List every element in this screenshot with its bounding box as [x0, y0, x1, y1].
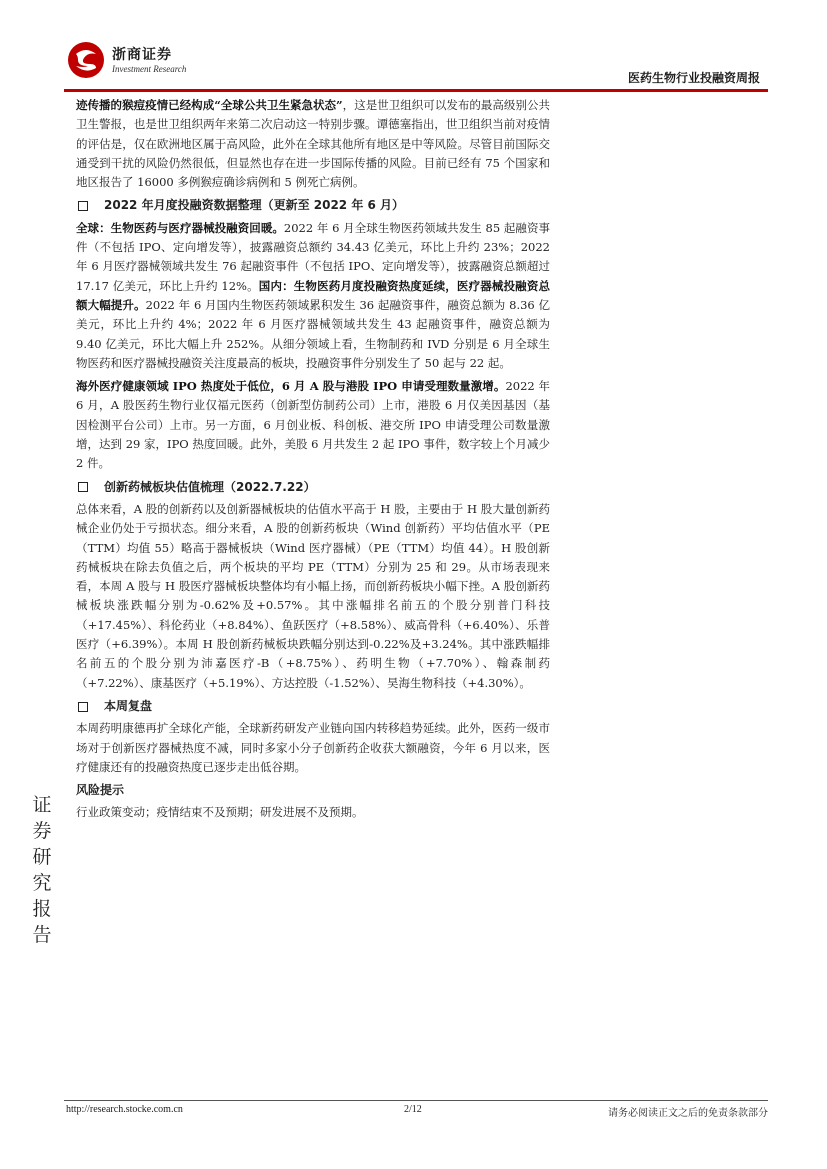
paragraph-lead: 海外医疗健康领域 IPO 热度处于低位，6 月 A 股与港股 IPO 申请受理数量激增。: [76, 379, 506, 394]
paragraph-monkeypox: [76, 96, 550, 192]
square-bullet-icon: [78, 702, 88, 712]
side-label-char: 证: [32, 794, 52, 816]
paragraph-weekly-review: 本周药明康德再扩全球化产能，全球新药研发产业链向国内转移趋势延续。此外，医药一级市场对于创新医疗器械热度不减，同时多家小分子创新药企收获大额融资，今年 6 月以来，医疗健康还有的投融资热度已逐步走出低谷期。: [76, 721, 550, 774]
paragraph-text: 2022 年 6 月全球生物医药领域共发生 85 起融资事件（不包括 IPO、定向增发等），披露融资总额约 34.43 亿美元，环比上升约 23%；2022 年 6 月医疗器械领域共发生 76 起融资事件（不包括 IPO、定向增发等），披露融资总额超过 17.17 亿美元，环比上升约 12%。: [76, 220, 550, 293]
side-label-char: 告: [32, 924, 52, 946]
paragraph-lead-domestic: 国内：生物医药月度投融资热度延续，医疗器械投融资总额大幅提升。: [76, 278, 550, 312]
heading-text: 2022 年月度投融资数据整理（更新至 2022 年 6 月）: [104, 198, 405, 213]
heading-text: 创新药械板块估值梳理（2022.7.22）: [104, 479, 316, 494]
brand-logo-icon: [66, 40, 106, 80]
paragraph-text-domestic: 2022 年 6 月国内生物医药领域累积发生 36 起融资事件，融资总额为 8.36 亿美元，环比上升约 4%；2022 年 6 月医疗器械领域共发生 43 起融资事件，融资总额为 9.40 亿美元，环比大幅上升 252%。从细分领域上看，生物制药和 IVD 分别是 6 月全球生物医药和医疗器械投融资关注度最高的板块，投融资事件分别发生了 50 起与 22 起。: [76, 297, 550, 370]
section-heading-valuation: [76, 478, 550, 497]
side-label: [32, 792, 52, 948]
footer-divider: [64, 1100, 768, 1101]
page-header: [66, 38, 766, 94]
paragraph-valuation: 总体来看，A 股的创新药以及创新器械板块的估值水平高于 H 股，主要由于 H 股大量创新药械企业仍处于亏损状态。细分来看，A 股的创新药板块（Wind 创新药）平均估值水平（PE（TTM）均值 55）略高于器械板块（Wind 医疗器械）（PE（TTM）均值 44）。H 股创新药械板块在除去负值之后，两个板块的平均 PE（TTM）分别为 25 和 29。从市场表现来看，本周 A 股与 H 股医疗器械板块整体均有小幅上扬，而创新药板块小幅下挫。A 股创新药械板块涨跌幅分别为-0.62%及+0.57%。其中涨幅排名前五的个股分别普门科技（+17.45%）、科伦药业（+8.84%）、鱼跃医疗（+8.58%）、威高骨科（+6.40%）、乐普医疗（+6.39%）。本周 H 股创新药械板块跌幅分别达到-0.22%及+3.24%。其中涨跌幅排名前五的个股分别为沛嘉医疗-B（+8.75%）、药明生物（+7.70%）、翰森制药（+7.22%）、康基医疗（+5.19%）、方达控股（-1.52%）、昊海生物科技（+4.30%）。: [76, 501, 550, 690]
paragraph-risk: 行业政策变动；疫情结束不及预期；研发进展不及预期。: [76, 805, 364, 820]
footer-url-link[interactable]: http://research.stocke.com.cn: [66, 1104, 183, 1115]
brand-name: 浙商证券: [112, 47, 172, 63]
section-heading-risk: [76, 781, 550, 800]
paragraph-ipo: [76, 377, 550, 473]
side-label-char: 研: [32, 846, 52, 868]
section-heading-weekly-review: [76, 697, 550, 716]
paragraph-text: 2022 年 6 月，A 股医药生物行业仅福元医药（创新型仿制药公司）上市，港股 6 月仅美因基因（基因检测平台公司）上市。另一方面，6 月创业板、科创板、港交所 IPO 申请受理公司数量激增，达到 29 家，IPO 热度回暖。此外，美股 6 月共发生 2 起 IPO 事件，数字较上个月减少 2 件。: [76, 379, 550, 471]
report-body: [76, 96, 550, 827]
paragraph-lead: 全球：生物医药与医疗器械投融资回暖。: [76, 220, 284, 235]
header-divider: [64, 89, 768, 92]
paragraph-text: ，这是世卫组织可以发布的最高级别公共卫生警报，也是世卫组织两年来第二次启动这一特别步骤。谭德塞指出，世卫组织当前对疫情的评估是，仅在欧洲地区属于高风险，此外在全球其他所有地区是中等风险。尽管目前国际交通受到干扰的风险仍然很低，但显然也存在进一步国际传播的风险。目前已经有 75 个国家和地区报告了 16000 多例猴痘确诊病例和 5 例死亡病例。: [76, 98, 550, 190]
brand-logo: [66, 38, 186, 82]
paragraph-financing: [76, 219, 550, 373]
heading-text: 风险提示: [76, 783, 125, 798]
brand-subtitle: Investment Research: [112, 64, 187, 74]
side-label-char: 究: [32, 872, 52, 894]
report-title: 医药生物行业投融资周报: [627, 71, 760, 85]
square-bullet-icon: [78, 482, 88, 492]
disclaimer-notice: 请务必阅读正文之后的免责条款部分: [608, 1108, 768, 1119]
page-number: 2/12: [404, 1104, 422, 1115]
section-heading-monthly-data: [76, 196, 550, 215]
square-bullet-icon: [78, 201, 88, 211]
heading-text: 本周复盘: [104, 698, 153, 713]
side-label-char: 券: [32, 820, 52, 842]
paragraph-lead: 迹传播的猴痘疫情已经构成“全球公共卫生紧急状态”: [76, 98, 343, 112]
side-label-char: 报: [32, 898, 52, 920]
